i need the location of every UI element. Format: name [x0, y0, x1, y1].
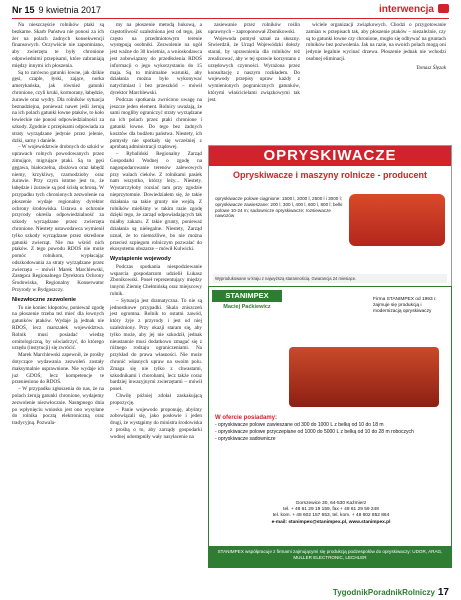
subheading: Niezwłoczne zezwolenie	[12, 296, 77, 303]
paragraph: Podczas spotkania niespodziewanie wsparcia gospodarzom udzielił Łukasz Zbonikowski. Poseł reprezentujący między innymi Ziemię Chełmińską oraz miejscowy rolnik.	[110, 263, 202, 298]
advert-info: opryskiwacze polowe ciągnione: 1500 l, 2000 l, 2500 l i 3000 l; opryskiwacze zawieszane: 200 l, 300 l, 400 l, 600 l, 800 l; belki polowe 10-24 m; sadownicze opryskiwacze; rozsiewacze nawozów	[215, 196, 343, 219]
publication-brand: TygodnikPoradnikRolniczy	[332, 588, 435, 597]
phone: tel. + 48 61 29 19 159, fax + 48 61 29 59 248	[283, 507, 379, 513]
article-column-1	[12, 22, 104, 582]
paragraph: Chwilę później zdołał zaskakującą propozycję.	[110, 393, 202, 406]
author-signature: Tomasz Ślęzak	[416, 64, 446, 71]
company-text: Firma STANIMPEX od 1993 r. zajmuje się produkcją i modernizacją opryskiwaczy	[373, 297, 437, 314]
page-number: 17	[437, 587, 449, 598]
sprayer-image	[349, 194, 445, 246]
issue-info	[12, 5, 101, 15]
contact-block	[215, 501, 447, 526]
paragraph: Wojewoda pomysł uznał za słuszny. Stwierdził, że Urząd Wojewódzki dołoży starań, by uprawnienia dla rolników też zrealizować, aby w tej sprawie korzystano z urzędowych czynności. Wyrażona przez konsultację z naszym rozkładem. Do wojewody przepisy upraw każdy z wymienionych pogranicznych gatunków, którymi właścicielami związkowymi tak jest.	[208, 35, 300, 103]
paragraph: – Rybaliński Regionalny Zarząd Gospodarki Wodnej o zgodę na nagospodarowanie terenów zalewowych przy walach cieków. Z rolnikami pasiek nam wszystko, którzy leży... Niestety. Wystarczyłoby rozsiać tam przy zgodzie nieprzytomnie. Dowiedziałem się, że takie działania na takie grunty nie wejdą. Z rolników mieliśmy w takim razie zgodę dzięki tego, że zarząd odpowiadających tak miałby zakazu. Z takie grunty, ponieważ działania są nielegalne. Niestety, Zarząd uznał, że to niemożliwe, bo nie można przecież szpiegom rolniczym pozwalać do ekosystemu obszarze – mówił Kulwicki.	[110, 151, 202, 253]
offer-item: - opryskiwacze polowe przyczepiane od 1000 do 5000 L z belką od 10 do 28 m roboczych	[215, 429, 414, 435]
subheading: Wystąpienie wojewody	[110, 256, 171, 263]
offer-list	[215, 415, 447, 443]
section-label	[379, 4, 449, 15]
article-column-4	[306, 22, 446, 152]
company-description	[373, 297, 447, 315]
advert-subtitle: Opryskiwacze i maszyny rolnicze - producent	[232, 170, 428, 180]
issue-number: Nr 15	[12, 5, 35, 15]
paragraph: Na nieszczęście rolników ptaki są bezkarne. Skarb Państwa nie ponosi za ich żer na polach żadnych konsekwencji finansowych. Oczywiście nie zapomniano, aby zwierzęta te były chronione odpowiednimi przepisami, które zabraniają między innymi ich płoszenia.	[12, 22, 104, 69]
advert-footer: Wyprodukowane w kraju z najwyższą starannością. Gwarancja 24 miesiące.	[213, 274, 447, 283]
contact-person: Maciej Paćkiewicz	[223, 304, 271, 310]
partners-bar: STANIMPEX współpracuje z firmami zajmującymi się produkcją podzespołów do opryskiwaczy: UDOR, ARAG, MULLER ELECTRONIC, LECHLER	[209, 546, 451, 567]
header-rule	[12, 18, 449, 19]
page-footer	[0, 583, 461, 600]
stanimpex-advert	[208, 286, 452, 568]
mobile: tel. kom. + 48 602 157 653, tel. kom. + 48 602 852 864	[272, 513, 390, 519]
advert-banner: OPRYSKIWACZE	[209, 146, 451, 166]
paragraph: Podczas spotkania zwrócono uwagę na jeszcze jeden element. Rolnicy uważają, że sami mogliby ograniczyć straty wyrządzane na ich polach przez ptaki chronione i gatunki łowne. Do tego bez żadnych kosztów dla budżetu państwa. Niestety, ich pomysły nie spotkały się wcześniej z aprobatą administracji rządowej.	[110, 96, 202, 151]
offer-item: - opryskiwacze sadownicze	[215, 436, 276, 442]
paragraph: Marek Marchlewski zapewnił, że prośby dotyczące wydawania zezwoleń zostały maksymalnie usprawnione. Nie wydaje ich już GDOŚ, lecz kompetencje te przeniesiono do RDOŚ.	[12, 352, 104, 386]
section-name: interwencja	[378, 4, 434, 15]
email-www: e-mail: stanimpex@stanimpex.pl, www.stanimpex.pl	[271, 519, 391, 525]
stanimpex-logo: STANIMPEX	[212, 290, 282, 302]
paragraph: Są to zarówno gatunki łowne, jak dzikie gęsi, czaple, łyski, zające, norka amerykańska, jak również gatunki chronione, czyli kruki, kormorany, łabędzie, żurawie oraz wydry. Dla rolników sytuacja beznadziejna, ponieważ nawet jeśli żerują na ich polach gatunki łowne ptaków, to koło łowieckie nie ponosi odpowiedzialności za szkody. Zgodnie z przepisami odpowiada za straty wyrządzane jedynie przez jelenie, dziki, sarny i daniele.	[12, 69, 104, 144]
paragraph: To nie koniec kłopotów, ponieważ zgodę na płoszenie trzeba też mieć dla łownych gatunków ptaków. Wydaje ją jednak nie RDOŚ, lecz marszałek województwa. Rolnik musi posiadać wiedzę ornitologiczną, by uświadczyć, do którego urzędu (instytucji) się zwrócić.	[12, 304, 104, 352]
address: Gorszewice 30, 64-530 Kaźmierz	[295, 501, 367, 506]
megaphone-icon	[438, 4, 449, 13]
sprayer-image	[289, 347, 439, 407]
paragraph: zasiewanie przez rolników roślin uprawnych – zaproponował Zbonikowski.	[208, 22, 300, 35]
paragraph: – Panie wojewodo proponuję, abyśmy zobowiązali się, jako posłowie i jeden drugi, że wystąpimy do ministra środowiska z prośbą o to, aby zarządy gospodarki wodnej udostępniły wały nasyłacenie na	[110, 406, 202, 440]
article-column-2	[110, 22, 202, 582]
offer-heading: W ofercie posiadamy:	[215, 415, 278, 421]
offer-item: - opryskiwacze polowe zawieszane od 300 do 1000 L z belką od 10 do 18 m	[215, 422, 384, 428]
paragraph: – W przypadku zgłoszenia do nas, że na polach żerują gatunki chronione, wydajemy zezwolenie niezwłocznie. Następnego dnia po wpłynięciu wniosku jest ono wysyłane do rolnika pocztą elektroniczną oraz tradycyjną. Pozwala-	[12, 386, 104, 427]
paragraph: – W województwie drobnych do szkód w uprawach rolnych powodowanych przez zimujące, migrujące ptaki. Są to gęsi gęgawa, białoczelna, zbożowa oraz łabędź niemy, krzykliwy, czarnodzioby oraz żurawie. Przy czym istotne jest to, że łabędzie i żurawie są pod ścisłą ochroną. W przypadku tych chronionych zezwolenie na płoszenie wydaje regionalny dyrektor ochrony środowiska. Ustawa o ochronie przyrody określa odpowiedzialność za szkody wyrządzane przez zwierzęta chronione. Niestety ustawodawca wymienił tylko szkody wyrządzane przez określone gatunki zwierząt. Nie ma wśród nich ptaków. Z tego powodu RDOŚ nie może pomóc rolnikom, wypłacając odszkodowania za straty wyrządzane przez zwierzęta – mówił Marek Marchlewski, Zastępca Regionalnego Dyrektora Ochrony Środowiska, Regionalny Konserwator Przyrody w Bydgoszczy.	[12, 144, 104, 294]
opryskiwacze-advert	[208, 145, 452, 287]
paragraph: my na płoszenie metodą hukową, a częstotliwość uzależniona jest od tego, jak często na przedmiotowym terenie występują osobniki. Zezwolenie na ogół jest ważne do 30 kwietnia, a wnioskodawca jest zobowiązany do przedłożenia RDOŚ informacji o jego wykorzystaniu do 15 maja. Są to minimalne warunki, aby działania można było wykonywać natychmiast i bez przeszkód – mówił dyrektor Marchlewski.	[110, 22, 202, 96]
paragraph: wiciele organizacji związkowych. Chodzi o przygotowanie zamian w przepisach tak, aby płoszenie ptaków – niezależnie, czy są to gatunki łowne czy chronione, mogło się odbywać na gruntach rolników bez pozwolenia. Jak na razie, na swoich polach mogą oni jedynie legalnie wycinać drzewa. Płoszenie jednak nie wchodzi osobnej eliminacji.	[306, 22, 446, 62]
page-header	[0, 0, 461, 20]
issue-date: 9 kwietnia 2017	[38, 5, 102, 15]
paragraph: – Sytuacja jest dramatyczna. To nie są jednostkowe przypadki. Skala zniszczeń jest ogromna. Rolnik to ostatni zawód, który żyje z przyrody i jest od niej uzależniony. Przy okazji staram się, aby tylko może, aby jej nie szkodził, jednak nieustannie musi dodatkowo zmagać się z różnego rodzaju ograniczeniami. Na przykład do prawa własności. Nie może chronić własnych upraw na swoim polu. Zmaga się nie tylko z chwastami, szkodnikami i chorobami, lecz także coraz bardziej inwazyjnymi zwierzętami – mówił poseł.	[110, 297, 202, 393]
